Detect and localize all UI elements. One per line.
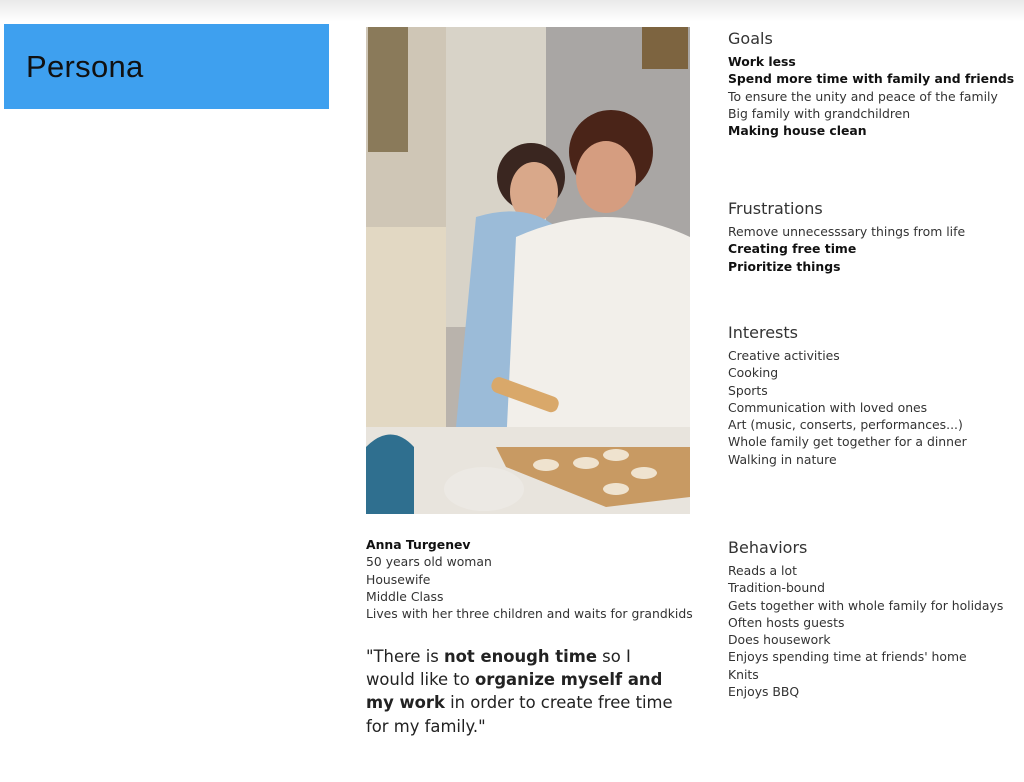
goals-item: Spend more time with family and friends <box>728 71 1015 87</box>
older-woman-sweater <box>506 217 690 447</box>
quote-emphasis: not enough time <box>444 647 597 666</box>
interests-item: Whole family get together for a dinner <box>728 434 967 450</box>
persona-name: Anna Turgenev <box>366 537 471 552</box>
older-woman-face <box>576 141 636 213</box>
kitchen-cabinet <box>366 227 446 427</box>
frustrations-item: Remove unnecesssary things from life <box>728 224 966 239</box>
behaviors-item: Does housework <box>728 632 831 648</box>
quote-text: in order to create free time for my family." <box>366 693 673 736</box>
photo-frame-right <box>642 27 688 69</box>
page-title: Persona <box>26 48 144 84</box>
behaviors-item: Tradition-bound <box>728 580 825 596</box>
frustrations-item: Creating free time <box>728 241 857 257</box>
persona-quote <box>366 645 676 738</box>
quote-text: "There is <box>366 647 444 666</box>
behaviors-item: Often hosts guests <box>728 614 845 630</box>
behaviors-item: Enjoys BBQ <box>728 684 800 700</box>
behaviors-item: Reads a lot <box>728 563 797 578</box>
behaviors-item: Enjoys spending time at friends' home <box>728 649 967 665</box>
persona-detail: Middle Class <box>366 588 444 604</box>
title-banner <box>4 24 329 109</box>
persona-photo-illustration <box>366 27 690 514</box>
interests-section <box>728 323 967 468</box>
interests-item: Walking in nature <box>728 451 837 467</box>
persona-detail: Housewife <box>366 571 431 587</box>
goals-section <box>728 29 1014 139</box>
top-shade <box>0 0 1024 22</box>
goals-item: Big family with grandchildren <box>728 105 911 121</box>
persona-profile <box>366 536 693 622</box>
interests-item: Art (music, conserts, performances...) <box>728 417 963 433</box>
frustrations-section <box>728 199 965 275</box>
interests-item: Sports <box>728 382 768 398</box>
interests-item: Cooking <box>728 365 779 381</box>
interests-item: Creative activities <box>728 348 840 363</box>
goals-item: To ensure the unity and peace of the family <box>728 88 998 104</box>
quote-text: so I would like to <box>366 647 631 690</box>
interests-heading: Interests <box>728 323 798 342</box>
interests-item: Communication with loved ones <box>728 399 928 415</box>
frustrations-item: Prioritize things <box>728 258 841 274</box>
persona-detail: Lives with her three children and waits for grandkids <box>366 606 693 622</box>
goals-heading: Goals <box>728 29 773 48</box>
persona-photo <box>366 27 690 514</box>
photo-frame-left <box>368 27 408 152</box>
behaviors-item: Gets together with whole family for holidays <box>728 597 1004 613</box>
behaviors-item: Knits <box>728 666 759 682</box>
flour-bowl <box>444 467 524 511</box>
frustrations-heading: Frustrations <box>728 199 823 218</box>
goals-item: Making house clean <box>728 123 867 139</box>
behaviors-section <box>728 538 1003 700</box>
quote-emphasis: organize myself and my work <box>366 670 663 713</box>
goals-item: Work less <box>728 54 796 69</box>
behaviors-heading: Behaviors <box>728 538 808 557</box>
persona-detail: 50 years old woman <box>366 554 492 570</box>
teapot <box>366 435 414 515</box>
